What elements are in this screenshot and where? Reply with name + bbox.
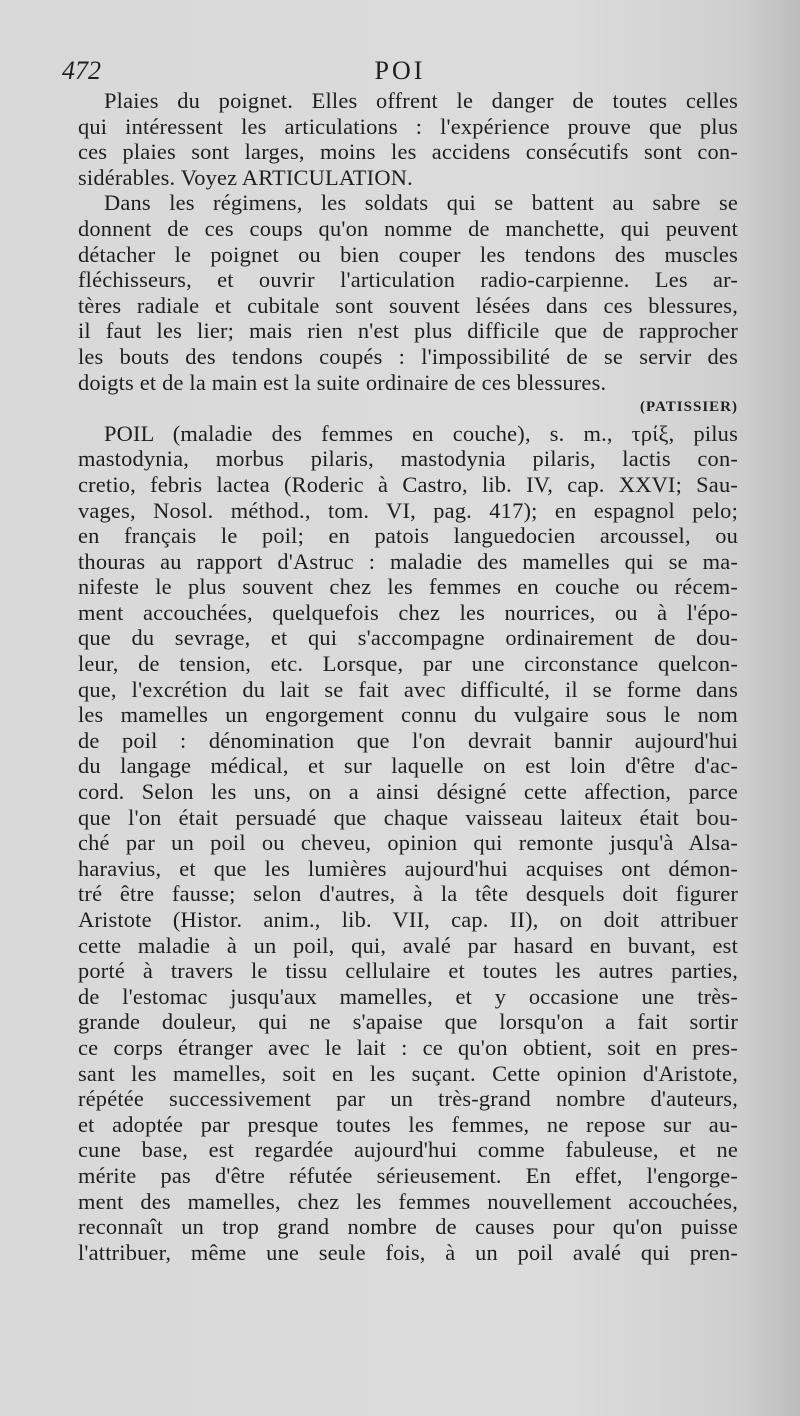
paragraph-regimens <box>78 190 738 395</box>
text-line: Aristote (Histor. anim., lib. VII, cap. II), on doit attribuer <box>78 907 738 932</box>
text-line: du langage médical, et sur laquelle on est loin d'être d'ac- <box>78 753 738 779</box>
text-line: doigts et de la main est la suite ordinaire de ces blessures. <box>78 369 607 395</box>
text-line: porté à travers le tissu cellulaire et toutes les autres parties, <box>78 958 738 984</box>
text-line: l'attribuer, même une seule fois, à un poil avalé qui pren- <box>78 1239 738 1265</box>
text-line: sidérables. Voyez ARTICULATION. <box>78 164 413 190</box>
text-line: leur, de tension, etc. Lorsque, par une circonstance quelcon- <box>78 651 738 677</box>
text-line: ces plaies sont larges, moins les accidens consécutifs sont con- <box>78 139 738 165</box>
text-line: nifeste le plus souvent chez les femmes en couche ou récem- <box>78 574 738 600</box>
text-line: il faut les lier; mais rien n'est plus difficile que de rapprocher <box>78 318 738 344</box>
text-line: tré être fausse; selon d'autres, à la tête desquels doit figurer <box>78 881 738 907</box>
text-line: reconnaît un trop grand nombre de causes pour qu'on puisse <box>78 1214 738 1240</box>
text-line: donnent de ces coups qu'on nomme de manchette, qui peuvent <box>78 215 738 241</box>
page-number: 472 <box>62 56 101 85</box>
entry-heading-line: POIL (maladie des femmes en couche), s. m., τρίξ, pilus <box>104 420 738 446</box>
text-line: Plaies du poignet. Elles offrent le danger de toutes celles <box>104 88 738 113</box>
text-line: ment accouchées, quelquefois chez les nourrices, ou à l'épo- <box>78 599 738 625</box>
running-title: POI <box>374 56 426 85</box>
text-line: en français le poil; en patois languedocien arcoussel, ou <box>78 523 738 549</box>
text-line: les mamelles un engorgement connu du vulgaire sous le nom <box>78 702 738 728</box>
text-line: Dans les régimens, les soldats qui se battent au sabre se <box>104 190 738 216</box>
text-line: vages, Nosol. méthod., tom. VI, pag. 417); en espagnol pelo; <box>78 497 738 523</box>
text-line: ce corps étranger avec le lait : ce qu'on obtient, soit en pres- <box>78 1034 738 1060</box>
text-line: mastodynia, morbus pilaris, mastodynia pilaris, lactis con- <box>78 446 738 472</box>
text-line: cord. Selon les uns, on a ainsi désigné cette affection, parce <box>78 779 738 805</box>
text-line: détacher le poignet ou bien couper les tendons des muscles <box>78 241 738 267</box>
text-line: ment des mamelles, chez les femmes nouvellement accouchées, <box>78 1188 738 1214</box>
text-line: de l'estomac jusqu'aux mamelles, et y occasione une très- <box>78 983 738 1009</box>
author-attribution: (PATISSIER) <box>640 399 738 416</box>
body-text <box>78 88 738 1265</box>
text-line: fléchisseurs, et ouvrir l'articulation radio-carpienne. Les ar- <box>78 267 738 293</box>
text-line: les bouts des tendons coupés : l'impossibilité de se servir des <box>78 343 738 369</box>
text-line: de poil : dénomination que l'on devrait bannir aujourd'hui <box>78 727 738 753</box>
text-line: sant les mamelles, soit en les suçant. Cette opinion d'Aristote, <box>78 1060 738 1086</box>
text-line: que du sevrage, et qui s'accompagne ordinairement de dou- <box>78 625 738 651</box>
text-line: thouras au rapport d'Astruc : maladie des mamelles qui se ma- <box>78 548 738 574</box>
text-line: que l'on était persuadé que chaque vaisseau laiteux était bou- <box>78 804 738 830</box>
page-header <box>0 56 800 90</box>
text-line: cretio, febris lactea (Roderic à Castro, lib. IV, cap. XXVI; Sau- <box>78 471 738 497</box>
entry-poil <box>78 421 738 1266</box>
text-line: ché par un poil ou cheveu, opinion qui remonte jusqu'à Alsa- <box>78 830 738 856</box>
text-line: que, l'excrétion du lait se fait avec difficulté, il se forme dans <box>78 676 738 702</box>
text-line: qui intéressent les articulations : l'expérience prouve que plus <box>78 113 738 139</box>
text-line: cune base, est regardée aujourd'hui comme fabuleuse, et ne <box>78 1137 738 1163</box>
text-line: tères radiale et cubitale sont souvent lésées dans ces blessures, <box>78 292 738 318</box>
text-line: mérite pas d'être réfutée sérieusement. En effet, l'engorge- <box>78 1162 738 1188</box>
paragraph-plaies-du-poignet <box>78 88 738 190</box>
text-line: et adoptée par presque toutes les femmes, ne repose sur au- <box>78 1111 738 1137</box>
text-line: grande douleur, qui ne s'apaise que lorsqu'on a fait sortir <box>78 1009 738 1035</box>
text-line: haravius, et que les lumières aujourd'hui acquises ont démon- <box>78 855 738 881</box>
text-line: cette maladie à un poil, qui, avalé par hasard en buvant, est <box>78 932 738 958</box>
text-line: répétée successivement par un très-grand nombre d'auteurs, <box>78 1086 738 1112</box>
